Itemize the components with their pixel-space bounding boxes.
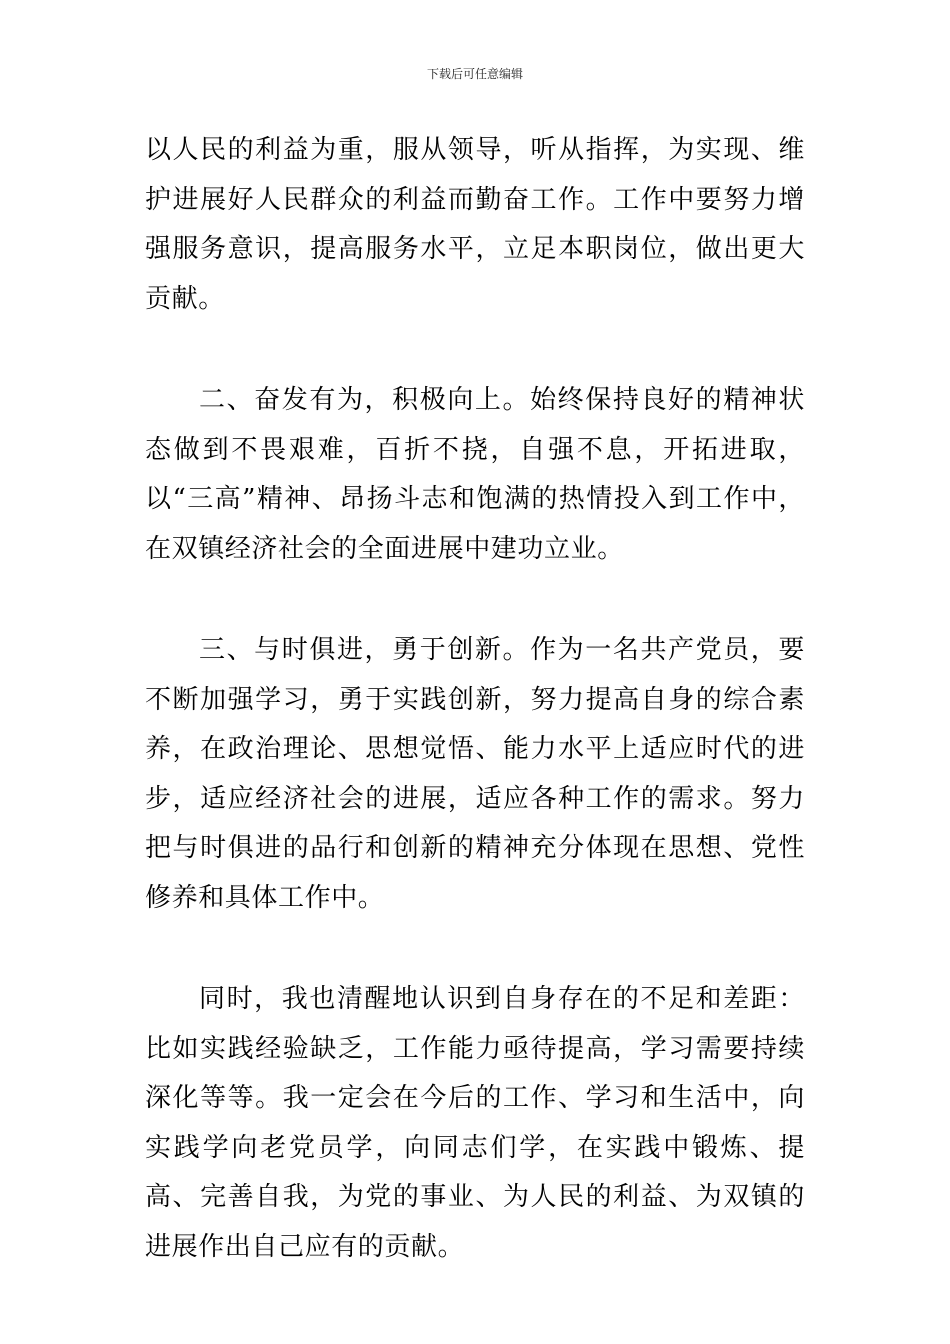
paragraph-gap — [145, 574, 805, 626]
paragraph-gap — [145, 324, 805, 376]
paragraph-service-continuation: 以人民的利益为重，服从领导，听从指挥，为实现、维护进展好人民群众的利益而勤奋工作。工作中要努力增强服务意识，提高服务水平，立足本职岗位，做出更大贡献。 — [145, 135, 805, 314]
paragraph-shortcomings: 同时，我也清醒地认识到自身存在的不足和差距：比如实践经验缺乏，工作能力亟待提高，学习需要持续深化等等。我一定会在今后的工作、学习和生活中，向实践学向老党员学，向同志们学，在实践中锻炼、提高、完善自我，为党的事业、为人民的利益、为双镇的进展作出自己应有的贡献。 — [145, 984, 805, 1262]
page-header: 下载后可任意编辑 — [426, 67, 523, 81]
document-body — [145, 126, 805, 1272]
paragraph-point-three: 三、与时俱进，勇于创新。作为一名共产党员，要不断加强学习，勇于实践创新，努力提高自身的综合素养，在政治理论、思想觉悟、能力水平上适应时代的进步，适应经济社会的进展，适应各种工作的需求。努力把与时俱进的品行和创新的精神充分体现在思想、党性修养和具体工作中。 — [145, 635, 805, 913]
paragraph-point-two: 二、奋发有为，积极向上。始终保持良好的精神状态做到不畏艰难，百折不挠，自强不息，开拓进取，以“三高”精神、昂扬斗志和饱满的热情投入到工作中，在双镇经济社会的全面进展中建功立业。 — [145, 385, 805, 564]
paragraph-gap — [145, 923, 805, 975]
